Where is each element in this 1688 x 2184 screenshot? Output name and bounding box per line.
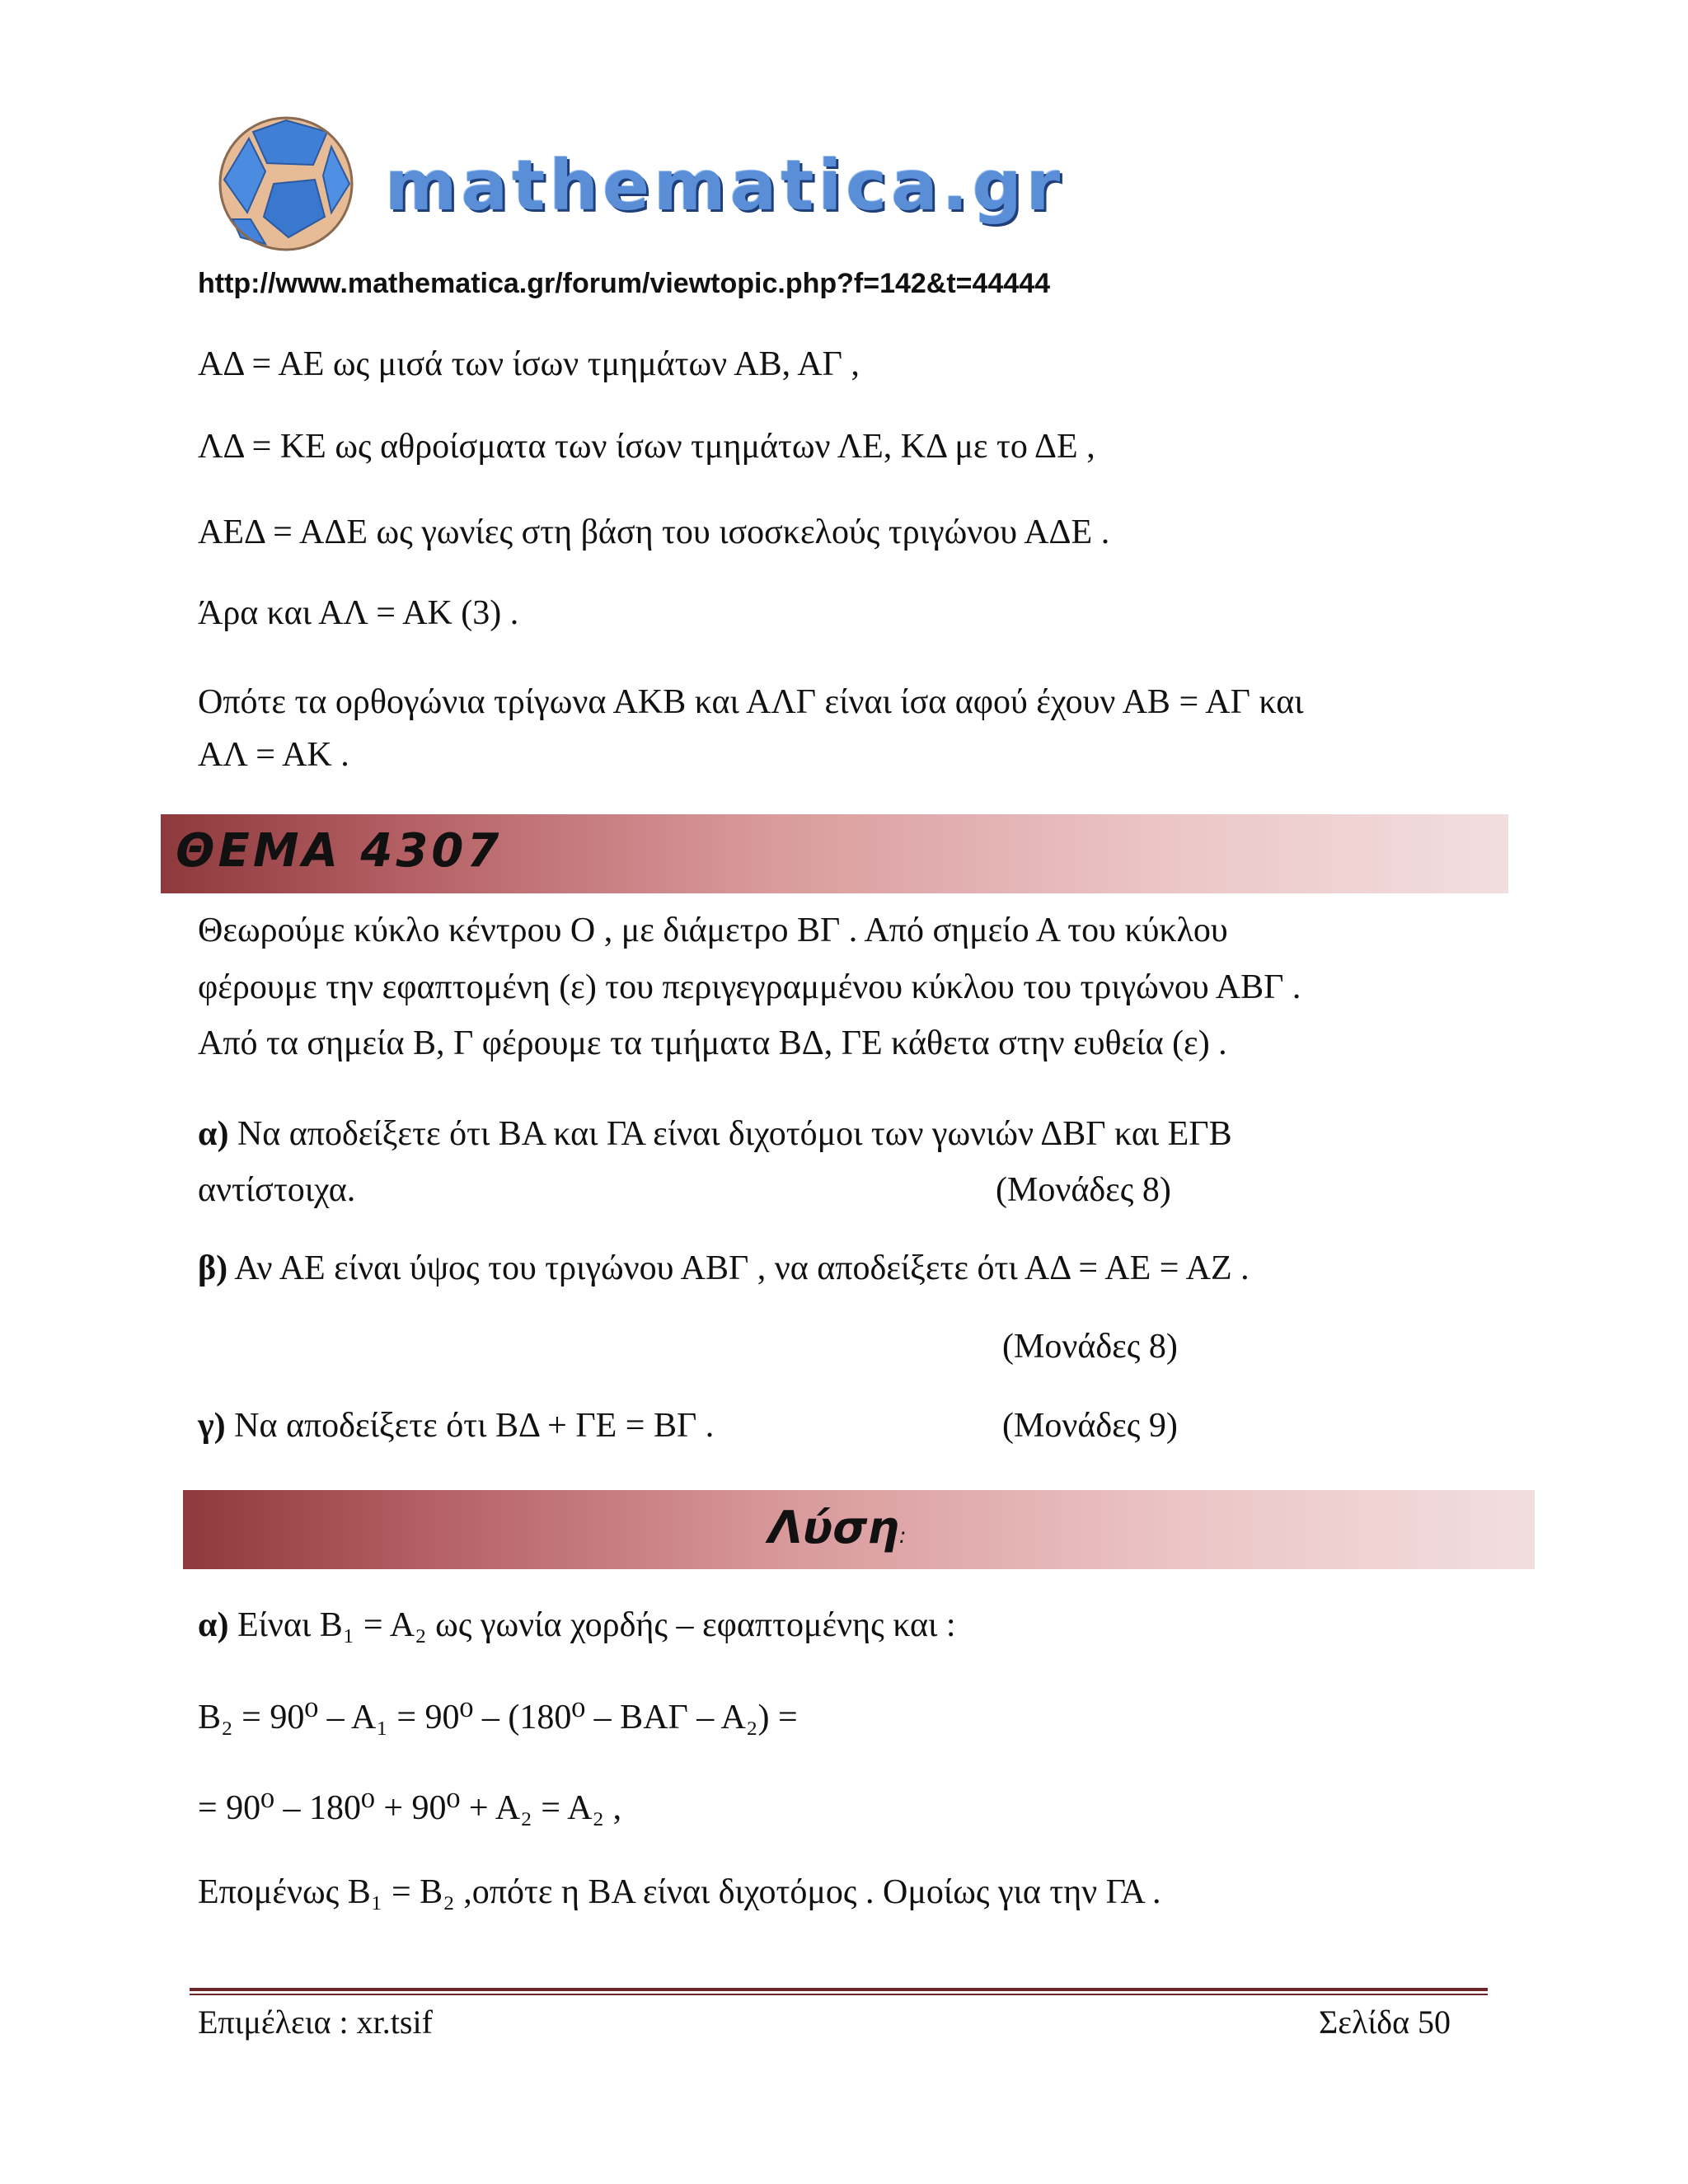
question-a [198,1114,1232,1154]
solution-title-colon: : [898,1524,907,1549]
proof-line: Οπότε τα ορθογώνια τρίγωνα ΑΚΒ και ΑΛΓ είναι ίσα αφού έχουν ΑΒ = ΑΓ και [198,683,1304,721]
question-c [198,1406,714,1446]
solution-banner [183,1490,1535,1569]
proof-line: ΑΛ = ΑΚ . [198,736,349,774]
solution-a [198,1605,956,1645]
proof-line: ΛΔ = ΚΕ ως αθροίσματα των ίσων τμημάτων ΛΕ, ΚΔ με το ΔΕ , [198,428,1095,466]
question-c-marks: (Μονάδες 9) [1002,1407,1178,1445]
footer-rule [190,1994,1488,1995]
question-a-cont: αντίστοιχα. [198,1171,356,1209]
question-b-label: β) [198,1249,228,1287]
proof-line: ΑΕΔ = ΑΔΕ ως γωνίες στη βάση του ισοσκελούς τριγώνου ΑΔΕ . [198,513,1110,551]
equation-line: = 90⁰ – 180⁰ + 90⁰ + Α₂ = Α₂ , [198,1789,622,1827]
question-c-text: Να αποδείξετε ότι ΒΔ + ΓΕ = ΒΓ . [225,1407,715,1445]
question-b [198,1249,1250,1288]
statement-line: Από τα σημεία Β, Γ φέρουμε τα τμήματα ΒΔ, ΓΕ κάθετα στην ευθεία (ε) . [198,1024,1227,1062]
solution-conclusion: Επομένως Β₁ = Β₂ ,οπότε η ΒΑ είναι διχοτόμος . Ομοίως για την ΓΑ . [198,1873,1161,1911]
site-logo [216,114,1065,254]
theme-title: ΘΕΜΑ 4307 [176,824,503,878]
footer-author: Επιμέλεια : xr.tsif [198,2004,433,2041]
proof-line: Άρα και ΑΛ = ΑΚ (3) . [198,594,519,632]
statement-line: φέρουμε την εφαπτομένη (ε) του περιγεγραμμένου κύκλου του τριγώνου ΑΒΓ . [198,968,1301,1006]
theme-banner [161,814,1508,893]
solution-title [768,1502,907,1554]
question-a-label: α) [198,1115,229,1153]
logo-text: mathematica.gr [385,145,1065,226]
solution-a-label: α) [198,1606,229,1644]
page-number: Σελίδα 50 [1319,2004,1451,2041]
equation-line: Β₂ = 90⁰ – Α₁ = 90⁰ – (180⁰ – ΒΑΓ – Α₂) = [198,1699,798,1736]
question-c-label: γ) [198,1407,226,1445]
solution-a-text: Είναι Β₁ = Α₂ ως γωνία χορδής – εφαπτομένης και : [228,1606,956,1644]
question-b-text: Αν ΑΕ είναι ύψος του τριγώνου ΑΒΓ , να αποδείξετε ότι ΑΔ = ΑΕ = ΑΖ . [227,1249,1250,1287]
question-a-text: Να αποδείξετε ότι ΒΑ και ΓΑ είναι διχοτόμοι των γωνιών ΔΒΓ και ΕΓΒ [228,1115,1232,1153]
statement-line: Θεωρούμε κύκλο κέντρου Ο , με διάμετρο ΒΓ . Από σημείο Α του κύκλου [198,912,1228,949]
proof-line: ΑΔ = ΑΕ ως μισά των ίσων τμημάτων ΑΒ, ΑΓ , [198,345,860,383]
footer-rule [190,1988,1488,1991]
question-b-marks: (Μονάδες 8) [1002,1328,1178,1366]
polyhedron-icon [216,114,356,254]
source-url[interactable]: http://www.mathematica.gr/forum/viewtopic.php?f=142&t=44444 [198,268,1051,299]
question-a-marks: (Μονάδες 8) [996,1171,1171,1209]
solution-title-text: Λύση [768,1502,899,1554]
